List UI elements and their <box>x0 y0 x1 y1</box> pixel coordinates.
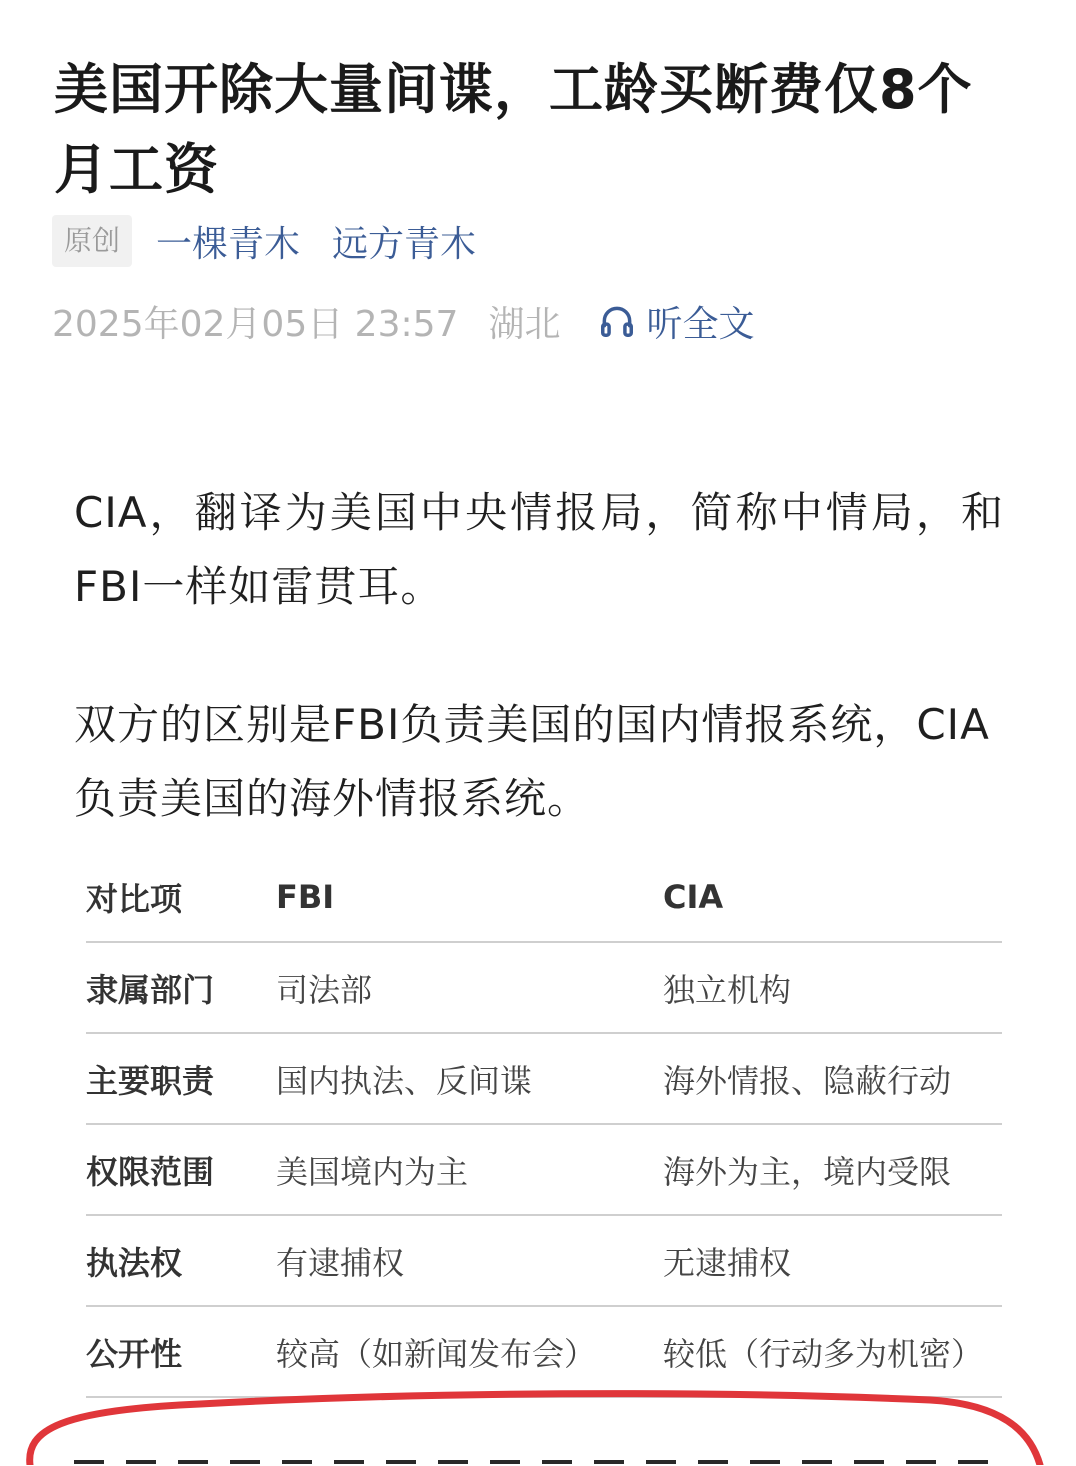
table-header-row <box>86 852 1002 942</box>
article-info <box>52 294 754 348</box>
listen-button[interactable] <box>598 296 754 347</box>
article-title: 美国开除大量间谍，工龄买断费仅8个月工资 <box>54 58 973 202</box>
table-cell: 有逮捕权 <box>276 1215 663 1306</box>
table-row <box>86 1033 1002 1124</box>
table-header-cell: FBI <box>276 852 663 942</box>
listen-label: 听全文 <box>646 303 755 345</box>
table-row-label: 主要职责 <box>86 1033 276 1124</box>
author-link[interactable]: 一棵青木 <box>156 223 301 265</box>
paragraph: CIA，翻译为美国中央情报局，简称中情局，和FBI一样如雷贯耳。 <box>74 488 1004 611</box>
table-cell: 美国境内为主 <box>276 1124 663 1215</box>
red-annotation-circle <box>0 1370 1076 1465</box>
table-row-label: 执法权 <box>86 1215 276 1306</box>
table-cell: 无逮捕权 <box>663 1215 1002 1306</box>
table-cell: 较低（行动多为机密） <box>663 1306 1002 1397</box>
account-link[interactable]: 远方青木 <box>332 223 477 265</box>
comparison-table <box>86 852 1002 1398</box>
table-cell: 海外情报、隐蔽行动 <box>663 1033 1002 1124</box>
table-row-label: 隶属部门 <box>86 942 276 1033</box>
table-cell: 独立机构 <box>663 942 1002 1033</box>
table-header-cell: CIA <box>663 852 1002 942</box>
publish-region: 湖北 <box>488 303 561 345</box>
table-row <box>86 1215 1002 1306</box>
publish-date: 2025年02月05日 23:57 <box>52 303 459 345</box>
table-row-label: 公开性 <box>86 1306 276 1397</box>
paragraph: 双方的区别是FBI负责美国的国内情报系统，CIA负责美国的海外情报系统。 <box>74 700 990 823</box>
table-header-cell: 对比项 <box>86 852 276 942</box>
article-meta <box>52 214 476 268</box>
table-cell: 较高（如新闻发布会） <box>276 1306 663 1397</box>
table-cell: 海外为主，境内受限 <box>663 1124 1002 1215</box>
cropped-text-line <box>74 1452 1004 1466</box>
headphones-icon <box>598 302 636 340</box>
table-row <box>86 942 1002 1033</box>
table-cell: 司法部 <box>276 942 663 1033</box>
table-row <box>86 1124 1002 1215</box>
table-cell: 国内执法、反间谍 <box>276 1033 663 1124</box>
original-badge: 原创 <box>52 215 132 267</box>
table-row-label: 权限范围 <box>86 1124 276 1215</box>
